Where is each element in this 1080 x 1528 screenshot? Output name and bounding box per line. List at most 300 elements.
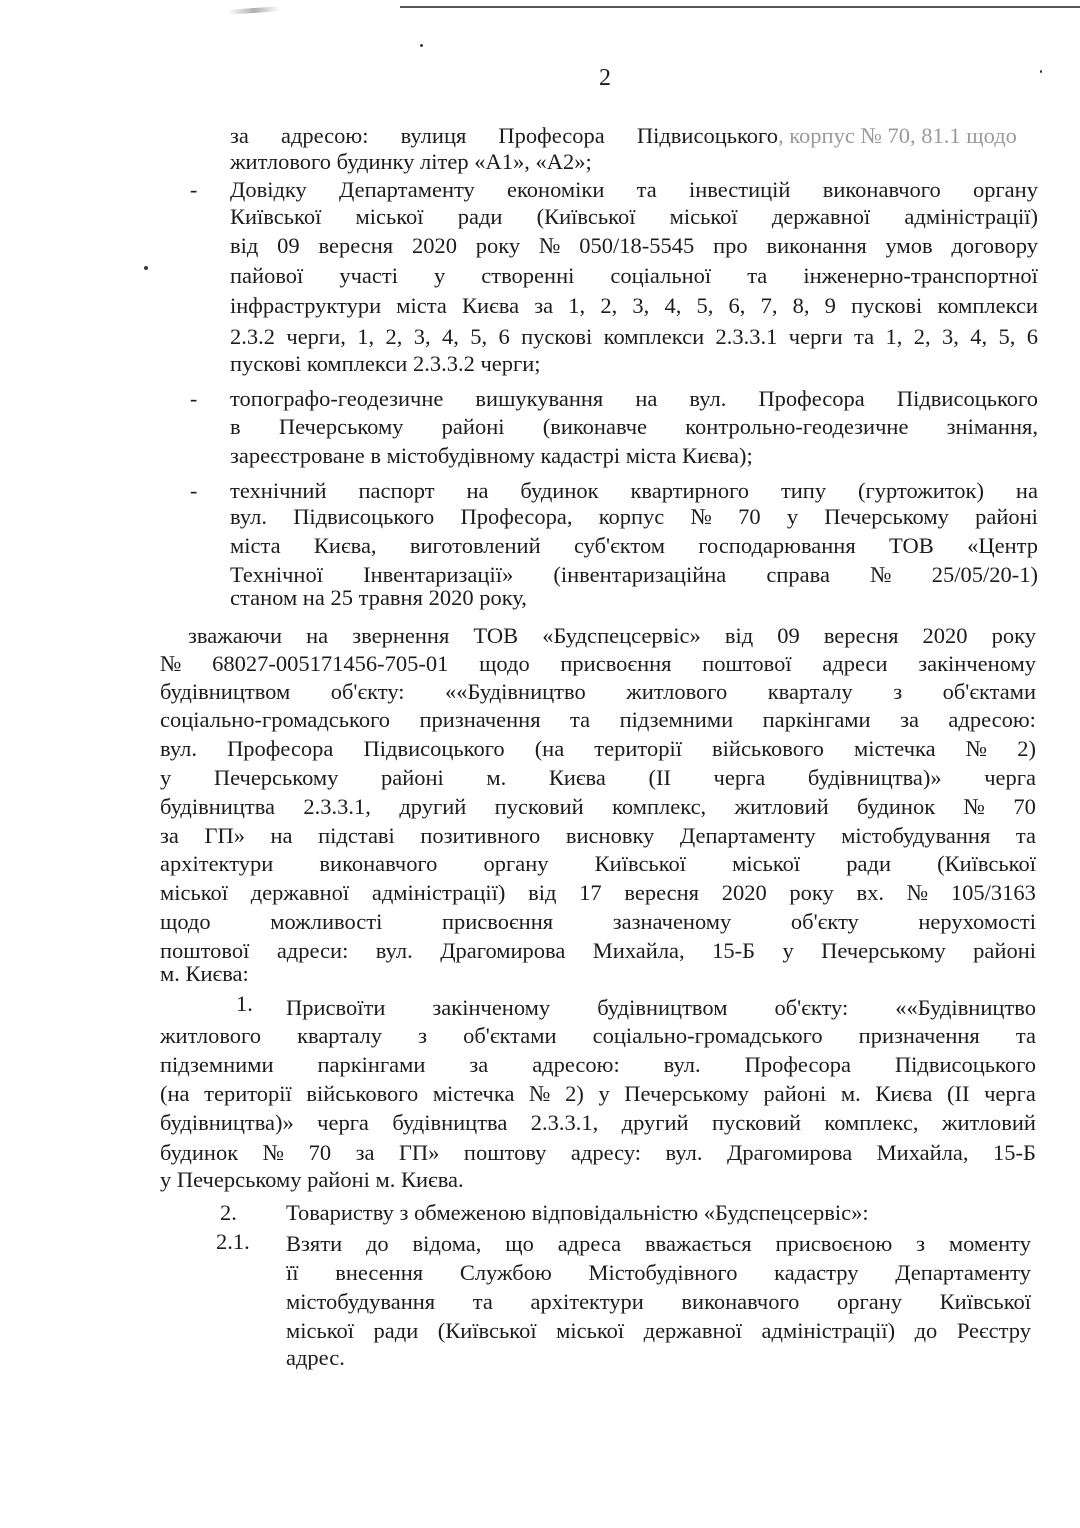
word: Києва,	[313, 533, 377, 558]
word: ради	[457, 204, 503, 229]
word: комплекси	[937, 293, 1038, 318]
word: вул.	[230, 504, 267, 529]
justified-line	[160, 650, 1036, 677]
word: типу	[780, 478, 827, 503]
word: (Київської	[536, 204, 636, 229]
word: виконання	[766, 233, 867, 258]
word: 2020	[411, 233, 457, 258]
justified-line	[230, 532, 1038, 559]
word: 6	[1026, 324, 1038, 349]
word: справа	[766, 562, 830, 587]
word: за	[534, 293, 554, 318]
word: Технічної	[230, 562, 323, 587]
word: від	[724, 623, 754, 648]
word: від	[230, 233, 259, 258]
faded-text: , корпус № 70, 81.1 щодо	[778, 123, 1017, 148]
word: та	[1015, 823, 1036, 848]
word: військового	[712, 736, 824, 761]
word: ради	[846, 851, 892, 876]
word: Взяти	[286, 1231, 343, 1256]
word: м.	[486, 765, 507, 790]
list-bullet: -	[190, 386, 198, 411]
word: Містобудівного	[588, 1260, 738, 1285]
word: районі	[973, 938, 1036, 963]
word: 2020	[721, 880, 767, 905]
word: адреси	[822, 651, 888, 676]
word: 4,	[970, 324, 988, 349]
word: районі	[975, 504, 1038, 529]
word: призначення	[858, 1023, 980, 1048]
word: ТОВ	[473, 623, 519, 648]
word: соціальної	[610, 263, 712, 288]
word: міської	[732, 851, 801, 876]
word: вул.	[665, 1140, 703, 1165]
justified-line	[160, 1051, 1036, 1078]
word: на	[466, 478, 489, 503]
justified-line	[160, 793, 1036, 820]
word: Інвентаризації»	[363, 562, 514, 587]
word: 70	[1013, 794, 1036, 819]
word: будівництвом	[160, 679, 291, 704]
word: у	[782, 938, 794, 963]
word: поштової	[160, 938, 250, 963]
justified-line	[160, 764, 1036, 791]
word: Підвисоцького	[363, 736, 505, 761]
word: м.	[840, 1081, 861, 1106]
word: другий	[399, 794, 467, 819]
word: містечка	[853, 736, 936, 761]
word: районі	[441, 414, 505, 439]
word: Департаменту	[339, 177, 475, 202]
justified-line	[160, 879, 1036, 906]
word: економіки	[507, 177, 605, 202]
word: Професора	[227, 736, 334, 761]
word: 2)	[565, 1081, 584, 1106]
word: 3,	[413, 324, 431, 349]
justified-line	[230, 385, 1038, 412]
word: комплекси	[603, 324, 705, 349]
word: виконавчого	[319, 851, 438, 876]
word: знімання,	[946, 414, 1038, 439]
word: «Центр	[967, 533, 1038, 558]
word: об'єкту:	[330, 679, 405, 704]
word: №	[965, 736, 988, 761]
justified-line	[230, 203, 1038, 230]
text-line: зареєстроване в містобудівному кадастрі міста Києва);	[230, 443, 753, 468]
justified-line	[160, 937, 1036, 964]
word: 1,	[357, 324, 375, 349]
word: міської	[355, 204, 424, 229]
word: вулиця	[400, 123, 467, 148]
word: вважається	[645, 1231, 752, 1256]
word: Довідку	[230, 177, 307, 202]
word: 2.3.3.1,	[530, 1110, 599, 1135]
word: (інвентаризаційна	[553, 562, 727, 587]
word: ГП»	[398, 1140, 440, 1165]
word: міської	[556, 1318, 625, 1343]
item-number: 2.1.	[216, 1229, 250, 1254]
word: військового	[306, 1081, 419, 1106]
word: моменту	[948, 1231, 1031, 1256]
word: 2,	[913, 324, 931, 349]
word: та	[1015, 1023, 1036, 1048]
word: присвоєною	[775, 1231, 893, 1256]
word: адресу:	[570, 1140, 642, 1165]
word: можливості	[270, 909, 383, 934]
justified-line	[160, 1080, 1036, 1107]
word: 3,	[632, 293, 650, 318]
word: року	[475, 233, 521, 258]
word: (виконавче	[542, 414, 648, 439]
word: Печерському	[821, 938, 946, 963]
word: 9	[824, 293, 836, 318]
word: житловий	[941, 1110, 1036, 1135]
word: комплекс,	[612, 794, 707, 819]
word: (гуртожиток)	[858, 478, 984, 503]
word: об'єкту:	[774, 995, 849, 1020]
text-line: м. Києва:	[160, 961, 249, 986]
word: пускові	[851, 293, 923, 318]
word: Київської	[939, 1289, 1031, 1314]
word: 2)	[1017, 736, 1036, 761]
word: будівництва)»	[160, 1110, 294, 1135]
word: №	[539, 233, 561, 258]
word: (ІІ	[648, 765, 671, 790]
word: господарювання	[698, 533, 856, 558]
word: (на	[160, 1081, 190, 1106]
justified-line	[230, 323, 1038, 350]
word: та	[472, 1289, 493, 1314]
word: Печерському	[278, 414, 404, 439]
word: об'єктами	[942, 679, 1036, 704]
word: черга	[713, 765, 766, 790]
word: Києва	[875, 1081, 933, 1106]
word: №	[963, 794, 986, 819]
word: №	[262, 1140, 285, 1165]
word: міста	[396, 293, 447, 318]
scan-speck	[420, 44, 423, 47]
word: 5,	[470, 324, 488, 349]
word: міста	[230, 533, 281, 558]
word: 2.3.3.1,	[303, 794, 371, 819]
word: Київської	[230, 204, 322, 229]
word: ««Будівництво	[895, 995, 1036, 1020]
word: за	[160, 823, 179, 848]
word: міської	[160, 880, 229, 905]
word: органу	[972, 177, 1038, 202]
word: Департаменту	[895, 1260, 1031, 1285]
word: Підвисоцького	[896, 386, 1038, 411]
word: за	[355, 1140, 375, 1165]
word: 2.3.3.1	[715, 324, 778, 349]
item-number: 1.	[236, 991, 253, 1016]
word: у	[598, 1081, 610, 1106]
word: закінченому	[918, 651, 1036, 676]
word: підставі	[318, 823, 395, 848]
word: та	[747, 263, 768, 288]
word: ТОВ	[889, 533, 934, 558]
word: органу	[483, 851, 549, 876]
word: Підвисоцького	[293, 504, 435, 529]
word: присвоєння	[560, 651, 672, 676]
word: черга	[984, 765, 1036, 790]
word: (Київської	[937, 851, 1036, 876]
item-number: 2.	[220, 1200, 237, 1225]
word: черги	[788, 324, 843, 349]
word: паркінгами	[317, 1052, 426, 1077]
word: будівництва	[392, 1110, 508, 1135]
word: з	[418, 1023, 427, 1048]
justified-line	[286, 1259, 1031, 1286]
word: 70	[308, 1140, 332, 1165]
word: державної	[771, 204, 871, 229]
word: Печерському	[213, 765, 339, 790]
word: виготовлений	[409, 533, 541, 558]
word: Присвоїти	[286, 995, 386, 1020]
word: містобудування	[841, 823, 991, 848]
word: соціально-громадського	[160, 707, 391, 732]
justified-line	[230, 122, 778, 149]
word: кварталу	[297, 1023, 383, 1048]
list-bullet: -	[190, 478, 198, 503]
word: адресою:	[948, 707, 1036, 732]
word: черги,	[286, 324, 346, 349]
word: будівництвом	[597, 995, 728, 1020]
word: ради	[373, 1318, 419, 1343]
word: 09	[777, 623, 800, 648]
word: паркінгами	[762, 707, 871, 732]
word: Підвисоцького	[636, 123, 778, 148]
word: суб'єктом	[573, 533, 666, 558]
word: та	[854, 324, 875, 349]
word: підземними	[160, 1052, 274, 1077]
word: підземними	[619, 707, 734, 732]
word: районі	[763, 1081, 827, 1106]
word: №	[690, 504, 712, 529]
word: адміністрації)	[761, 1318, 896, 1343]
word: Драгомирова	[727, 1140, 853, 1165]
text-line: адрес.	[286, 1345, 345, 1370]
justified-line	[160, 706, 1036, 733]
word: 6	[498, 324, 510, 349]
word: ГП»	[204, 823, 245, 848]
word: черга	[317, 1110, 369, 1135]
word: 050/18-5545	[579, 233, 695, 258]
justified-line	[230, 413, 1038, 440]
justified-line	[230, 232, 1038, 259]
word: Реєстру	[956, 1318, 1031, 1343]
word: другий	[621, 1110, 689, 1135]
word: 1,	[885, 324, 903, 349]
word: районі	[380, 765, 444, 790]
word: договору	[951, 233, 1038, 258]
word: виконавчого	[681, 1289, 800, 1314]
word: комплекс,	[824, 1110, 919, 1135]
word: об'єкту	[790, 909, 859, 934]
word: з	[916, 1231, 925, 1256]
word: житловий	[734, 794, 829, 819]
word: №	[870, 562, 892, 587]
word: на	[306, 623, 329, 648]
justified-line	[286, 994, 1036, 1021]
word: від	[528, 880, 557, 905]
word: висновку	[565, 823, 655, 848]
word: адресою:	[280, 123, 369, 148]
justified-line	[230, 176, 1038, 203]
justified-line	[160, 908, 1036, 935]
word: №	[906, 880, 929, 905]
word: зазначеному	[612, 909, 732, 934]
word: соціально-громадського	[592, 1023, 823, 1048]
word: відома,	[412, 1231, 482, 1256]
word: Києва	[548, 765, 606, 790]
word: вул.	[375, 938, 413, 963]
word: (ІІ	[946, 1081, 970, 1106]
word: пусковий	[494, 794, 584, 819]
word: звернення	[352, 623, 450, 648]
text-line: житлового будинку літер «А1», «А2»;	[230, 149, 592, 174]
word: території	[204, 1081, 292, 1106]
word: 2.3.2	[230, 324, 275, 349]
list-bullet: -	[190, 177, 198, 202]
word: умов	[885, 233, 933, 258]
word: державної	[643, 1318, 743, 1343]
word: про	[713, 233, 748, 258]
word: Службою	[459, 1260, 552, 1285]
word: технічний	[230, 478, 327, 503]
word: в	[230, 414, 241, 439]
word: №	[160, 651, 182, 676]
word: Професора	[758, 386, 865, 411]
justified-line	[230, 292, 1038, 319]
word: щодо	[479, 651, 530, 676]
word: виконавчого	[822, 177, 941, 202]
word: та	[636, 177, 657, 202]
justified-line	[230, 477, 1038, 504]
word: адміністрації)	[904, 204, 1038, 229]
word: будівництва)»	[807, 765, 942, 790]
word: архітектури	[160, 851, 274, 876]
word: присвоєння	[441, 909, 554, 934]
word: пусковий	[712, 1110, 802, 1135]
text-line	[230, 122, 1038, 149]
word: 25/05/20-1)	[931, 562, 1038, 587]
word: будинок	[857, 794, 936, 819]
scan-speck	[144, 266, 148, 270]
word: «Будспецсервіс»	[542, 623, 701, 648]
scan-top-border	[400, 6, 1080, 8]
word: поштову	[463, 1140, 547, 1165]
word: вишукування	[475, 386, 604, 411]
word: контрольно-геодезичне	[685, 414, 909, 439]
text-line: станом на 25 травня 2020 року,	[230, 585, 527, 610]
word: адреса	[557, 1231, 622, 1256]
word: пускові	[521, 324, 593, 349]
justified-line	[160, 678, 1036, 705]
word: вх.	[856, 880, 884, 905]
word: вересня	[823, 623, 899, 648]
word: інфраструктури	[230, 293, 382, 318]
word: у	[433, 263, 446, 288]
word: вересня	[624, 880, 700, 905]
word: містечка	[432, 1081, 515, 1106]
word: на	[270, 823, 293, 848]
word: ««Будівництво	[445, 679, 586, 704]
page-number: 2	[599, 65, 611, 91]
justified-line	[160, 735, 1036, 762]
word: Михайла,	[876, 1140, 969, 1165]
word: вул.	[689, 386, 727, 411]
word: кадастру	[774, 1260, 859, 1285]
word: міської	[286, 1318, 355, 1343]
word: території	[594, 736, 682, 761]
word: Професора	[744, 1052, 851, 1077]
word: адміністрації)	[371, 880, 506, 905]
word: за	[230, 123, 249, 148]
word: будинок	[160, 1140, 239, 1165]
word: 7,	[760, 293, 778, 318]
justified-line	[286, 1230, 1031, 1257]
word: 68027-005171456-705-01	[212, 651, 449, 676]
word: архітектури	[530, 1289, 644, 1314]
word: за	[900, 707, 919, 732]
word: року	[991, 623, 1036, 648]
word: паспорт	[358, 478, 435, 503]
word: Підвисоцького	[894, 1052, 1036, 1077]
word: 3,	[941, 324, 959, 349]
word: 2,	[385, 324, 403, 349]
text-line: у Печерському районі м. Києва.	[160, 1167, 464, 1192]
word: Києва	[462, 293, 520, 318]
word: 5,	[696, 293, 714, 318]
word: корпус	[598, 504, 665, 529]
word: органу	[837, 1289, 903, 1314]
word: Печерському	[624, 1081, 749, 1106]
text-line: Товариству з обмеженою відповідальністю «Будспецсервіс»:	[286, 1200, 869, 1225]
word: до	[914, 1318, 938, 1343]
justified-line	[160, 822, 1036, 849]
word: до	[365, 1231, 389, 1256]
word: (на	[534, 736, 565, 761]
justified-line	[286, 1317, 1031, 1344]
justified-line	[286, 1288, 1031, 1315]
word: міської	[669, 204, 738, 229]
word: черга	[984, 1081, 1036, 1106]
word: позитивного	[420, 823, 541, 848]
word: Професора	[498, 123, 605, 148]
word: 2,	[600, 293, 618, 318]
word: квартирного	[630, 478, 750, 503]
word: житлового	[626, 679, 728, 704]
justified-line	[230, 262, 1038, 289]
word: 17	[579, 880, 602, 905]
word: інвестицій	[688, 177, 791, 202]
word: Професора,	[460, 504, 573, 529]
word: нерухомості	[918, 909, 1036, 934]
word: (Київської	[437, 1318, 537, 1343]
word: та	[570, 707, 591, 732]
text-line: пускові комплекси 2.3.3.2 черги;	[230, 351, 541, 376]
word: вересня	[318, 233, 394, 258]
word: закінченому	[432, 995, 551, 1020]
word: 15-Б	[993, 1140, 1036, 1165]
word: зважаючи	[188, 623, 283, 648]
justified-line	[160, 1139, 1036, 1166]
word: 70	[738, 504, 761, 529]
word: Драгомирова	[440, 938, 566, 963]
word: створенні	[481, 263, 575, 288]
word: 6,	[728, 293, 746, 318]
